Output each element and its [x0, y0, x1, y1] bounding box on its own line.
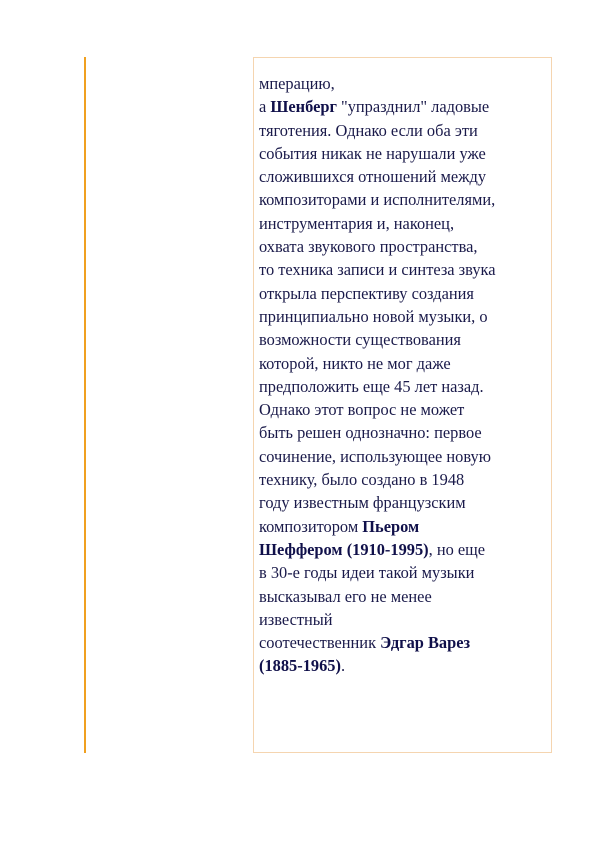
text-line — [259, 421, 547, 444]
text-line — [259, 445, 547, 468]
text-frame — [253, 57, 552, 753]
text-run: сложившихся отношений между — [259, 167, 487, 187]
text-line — [259, 212, 547, 235]
text-run: охвата звукового пространства, — [259, 237, 478, 257]
text-line — [259, 258, 547, 281]
text-run: мперацию, — [259, 74, 335, 93]
text-run: году известным французским — [259, 493, 466, 513]
text-run: то техника записи и синтеза звука — [259, 260, 496, 280]
text-line — [259, 631, 547, 654]
text-line — [259, 468, 547, 491]
text-run: возможности существования — [259, 330, 461, 350]
text-run: . — [340, 656, 346, 676]
text-line — [259, 235, 547, 258]
text-run: а — [259, 97, 271, 117]
text-line — [259, 95, 547, 118]
text-run: соотечественник — [259, 633, 381, 653]
bold-text-run: Шеффером (1910-1995) — [259, 539, 429, 559]
text-run: "упразднил" ладовые — [336, 97, 490, 117]
text-run: , но еще — [428, 539, 486, 559]
text-run: в 30-е годы идеи такой музыки — [259, 563, 475, 583]
text-line — [259, 328, 547, 351]
text-run: известный — [259, 609, 333, 629]
text-line — [259, 119, 547, 142]
text-line — [259, 72, 547, 95]
text-line — [259, 538, 547, 561]
text-line — [259, 352, 547, 375]
text-line — [259, 515, 547, 538]
body-paragraph — [259, 72, 547, 678]
text-line — [259, 142, 547, 165]
text-run: композитором — [259, 516, 363, 536]
text-run: инструментария и, наконец, — [259, 213, 455, 233]
text-line — [259, 398, 547, 421]
text-run: высказывал его не менее — [259, 586, 432, 606]
text-run: композиторами и исполнителями, — [259, 190, 496, 210]
text-run: Однако этот вопрос не может — [259, 400, 465, 420]
text-line — [259, 305, 547, 328]
left-margin-rule — [84, 57, 86, 753]
bold-text-run: Пьером — [362, 516, 420, 536]
text-line — [259, 608, 547, 631]
text-run: быть решен однозначно: первое — [259, 423, 482, 443]
text-line — [259, 585, 547, 608]
text-run: тяготения. Однако если оба эти — [259, 120, 478, 140]
text-line — [259, 375, 547, 398]
bold-text-run: Шенберг — [270, 97, 337, 117]
text-line — [259, 654, 547, 677]
bold-text-run: Эдгар Варез — [380, 633, 471, 653]
text-run: которой, никто не мог даже — [259, 353, 451, 373]
text-run: предположить еще 45 лет назад. — [259, 376, 484, 396]
bold-text-run: (1885-1965) — [259, 656, 341, 676]
text-run: сочинение, использующее новую — [259, 446, 491, 466]
text-line — [259, 561, 547, 584]
text-run: технику, было создано в 1948 — [259, 470, 465, 490]
text-line — [259, 165, 547, 188]
text-run: принципиально новой музыки, о — [259, 306, 488, 326]
text-line — [259, 491, 547, 514]
text-line — [259, 188, 547, 211]
text-run: события никак не нарушали уже — [259, 143, 486, 163]
text-line — [259, 282, 547, 305]
text-run: открыла перспективу создания — [259, 283, 474, 303]
